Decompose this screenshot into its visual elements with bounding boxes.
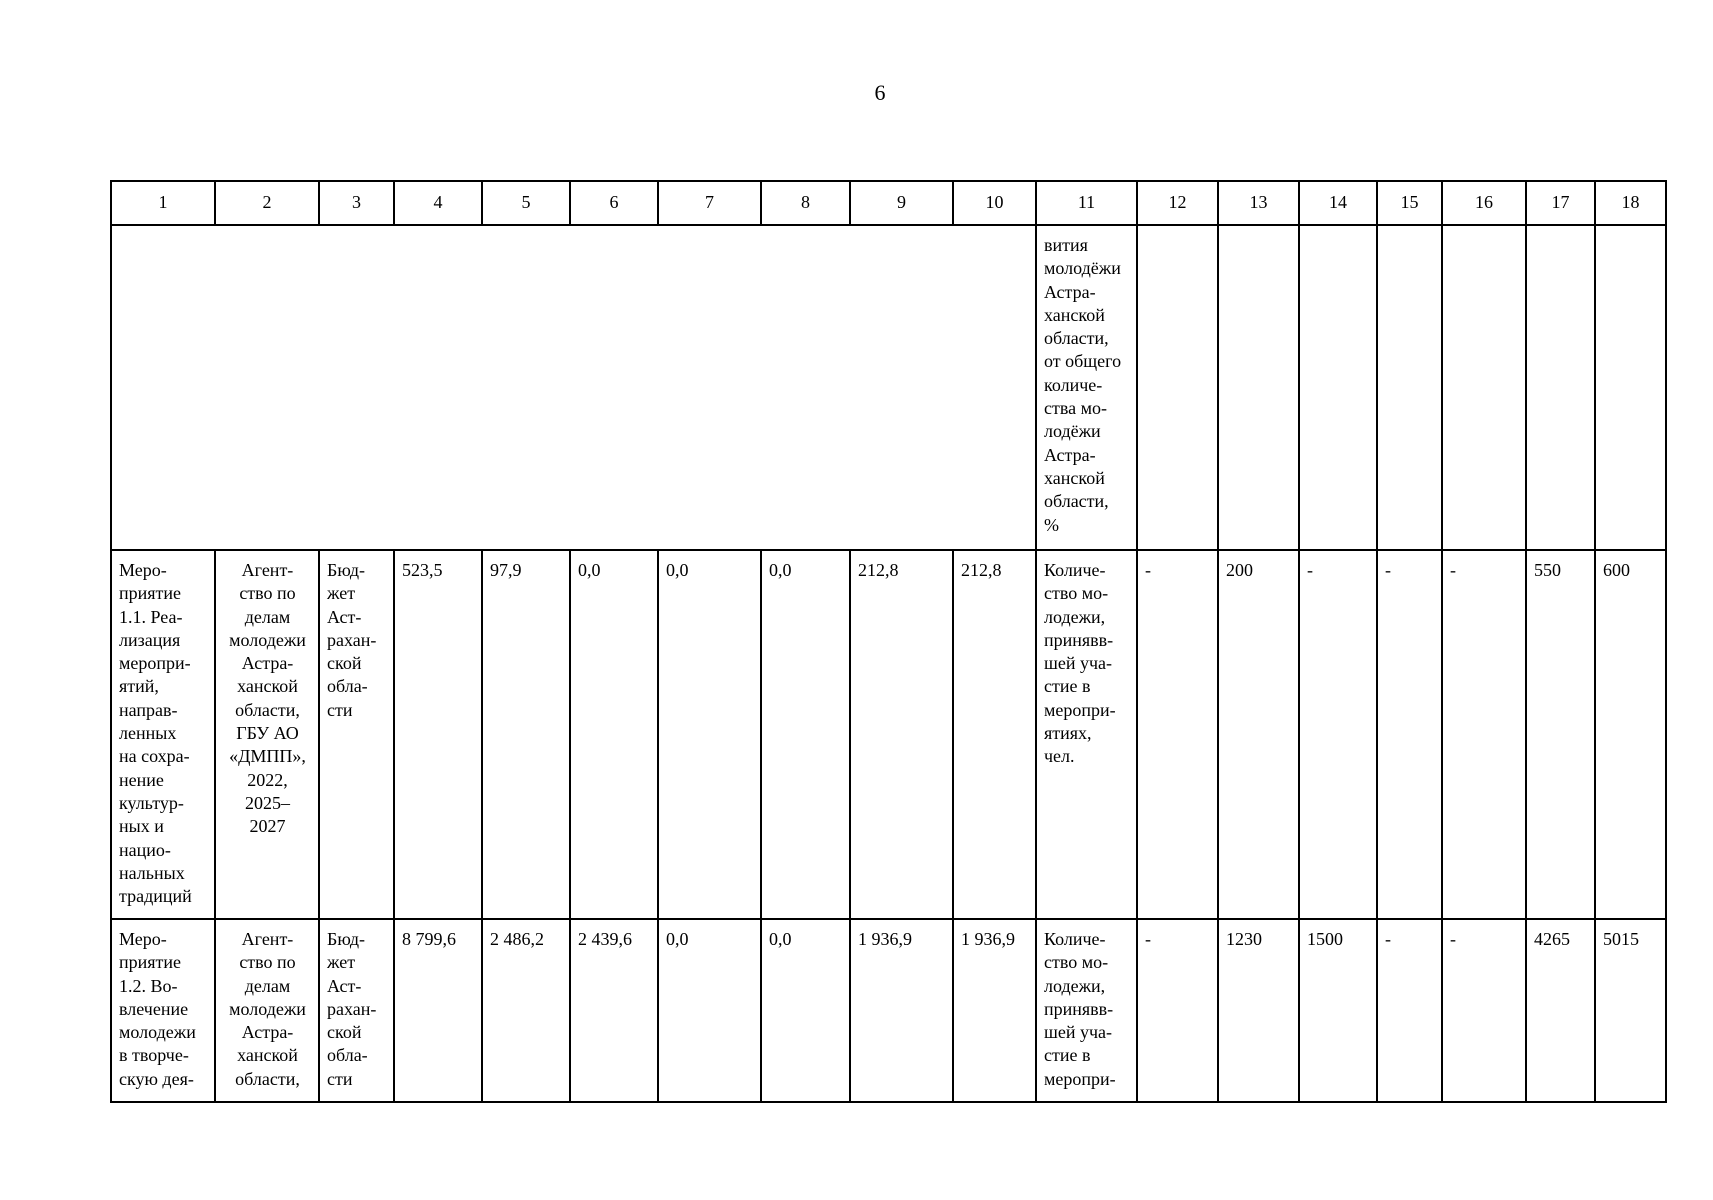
cell-line: Меро- [119, 560, 167, 580]
value-cell: 1500 [1299, 919, 1377, 1102]
cell-line: меропри- [1044, 1068, 1116, 1089]
cell-line: влечение [119, 998, 189, 1019]
value-cell: 600 [1595, 550, 1666, 919]
cell-line: приятие [119, 952, 182, 973]
cell-line: ханской [237, 1045, 298, 1066]
cell-line: жет [327, 952, 356, 973]
cell-line: чел. [1044, 746, 1075, 767]
cell-line: лодежи, [1044, 606, 1106, 627]
value-cell: 212,8 [953, 550, 1036, 919]
cell-line: Агент- [241, 560, 294, 580]
value-cell: 2 486,2 [482, 919, 570, 1102]
cell-line: от общего [1044, 351, 1122, 372]
cell-line: области, [1044, 328, 1109, 349]
cell-line: сти [327, 699, 353, 720]
header-cell: 10 [953, 181, 1036, 225]
header-cell: 4 [394, 181, 482, 225]
cell-line: ных и [119, 816, 164, 837]
cell-line: сти [327, 1068, 353, 1089]
cell-line: количе- [1044, 374, 1103, 395]
value-cell: - [1442, 919, 1526, 1102]
cell-line: Количе- [1044, 560, 1106, 580]
empty-cell [1526, 225, 1595, 550]
cell-line: 2027 [249, 816, 286, 837]
cell-line: делам [244, 975, 291, 996]
cell-line: рахан- [327, 998, 377, 1019]
cell-line: лизация [119, 629, 181, 650]
cell-line: в творче- [119, 1045, 189, 1066]
merged-empty-cell [111, 225, 1036, 550]
header-cell: 8 [761, 181, 850, 225]
header-cell: 17 [1526, 181, 1595, 225]
header-cell: 1 [111, 181, 215, 225]
value-cell: 97,9 [482, 550, 570, 919]
table-row [111, 550, 1666, 919]
cell-line: ства мо- [1044, 398, 1107, 419]
value-cell: 1 936,9 [850, 919, 953, 1102]
value-cell: 0,0 [658, 919, 761, 1102]
page-number: 6 [874, 80, 886, 105]
executor-cell [215, 550, 319, 919]
indicator-cell [1036, 225, 1137, 550]
value-cell: 0,0 [570, 550, 658, 919]
header-cell: 3 [319, 181, 394, 225]
cell-line: молодежи [229, 629, 306, 650]
cell-line: Астра- [241, 1022, 294, 1043]
value-cell: 2 439,6 [570, 919, 658, 1102]
indicator-cell [1036, 550, 1137, 919]
cell-line: ятиях, [1044, 723, 1092, 744]
cell-line: обла- [327, 1045, 368, 1066]
cell-line: шей уча- [1044, 653, 1113, 674]
header-cell: 7 [658, 181, 761, 225]
cell-line: ГБУ АО [236, 723, 299, 744]
cell-line: Астра- [1044, 444, 1096, 465]
cell-line: Астра- [241, 653, 294, 674]
empty-cell [1218, 225, 1299, 550]
empty-cell [1595, 225, 1666, 550]
cell-line: 1.2. Во- [119, 975, 178, 996]
program-table [110, 180, 1667, 1103]
cell-line: молодежи [229, 998, 306, 1019]
cell-line: ство по [239, 952, 296, 973]
cell-line: % [1044, 514, 1059, 535]
cell-line: области, [235, 699, 300, 720]
value-cell: 0,0 [658, 550, 761, 919]
value-cell: 523,5 [394, 550, 482, 919]
header-cell: 12 [1137, 181, 1218, 225]
value-cell: - [1442, 550, 1526, 919]
cell-line: ство мо- [1044, 952, 1109, 973]
value-cell: 1230 [1218, 919, 1299, 1102]
empty-cell [1137, 225, 1218, 550]
cell-line: Бюд- [327, 929, 366, 949]
cell-line: 2025– [245, 792, 290, 813]
cell-line: стие в [1044, 1045, 1091, 1066]
empty-cell [1442, 225, 1526, 550]
cell-line: Астра- [1044, 281, 1096, 302]
cell-line: обла- [327, 676, 368, 697]
value-cell: 212,8 [850, 550, 953, 919]
cell-line: стие в [1044, 676, 1091, 697]
value-cell: 200 [1218, 550, 1299, 919]
cell-line: ятий, [119, 676, 159, 697]
header-cell: 13 [1218, 181, 1299, 225]
header-cell: 16 [1442, 181, 1526, 225]
empty-cell [1377, 225, 1442, 550]
table-header-row [111, 181, 1666, 225]
header-cell: 5 [482, 181, 570, 225]
value-cell: 1 936,9 [953, 919, 1036, 1102]
cell-line: Количе- [1044, 929, 1106, 949]
funding-source-cell [319, 919, 394, 1102]
cell-line: культур- [119, 792, 184, 813]
value-cell: - [1377, 919, 1442, 1102]
value-cell: - [1377, 550, 1442, 919]
cell-line: лодежи, [1044, 975, 1106, 996]
cell-line: ской [327, 1022, 362, 1043]
header-cell: 11 [1036, 181, 1137, 225]
cell-line: скую дея- [119, 1068, 194, 1089]
cell-line: молодежи [119, 1022, 196, 1043]
cell-line: Меро- [119, 929, 167, 949]
cell-line: жет [327, 583, 356, 604]
funding-source-cell [319, 550, 394, 919]
continuation-row [111, 225, 1666, 550]
cell-line: приятие [119, 583, 182, 604]
cell-line: Аст- [327, 606, 362, 627]
header-cell: 9 [850, 181, 953, 225]
cell-line: вития [1044, 235, 1088, 255]
value-cell: 0,0 [761, 550, 850, 919]
activity-name-cell [111, 919, 215, 1102]
cell-line: нение [119, 769, 164, 790]
cell-line: делам [244, 606, 291, 627]
value-cell: 8 799,6 [394, 919, 482, 1102]
cell-line: меропри- [1044, 699, 1116, 720]
cell-line: ханской [1044, 467, 1105, 488]
cell-line: Агент- [241, 929, 294, 949]
cell-line: «ДМПП», [229, 746, 306, 767]
cell-line: шей уча- [1044, 1022, 1113, 1043]
cell-line: ской [327, 653, 362, 674]
cell-line: меропри- [119, 653, 191, 674]
header-cell: 2 [215, 181, 319, 225]
header-cell: 14 [1299, 181, 1377, 225]
cell-line: на сохра- [119, 746, 190, 767]
cell-line: 2022, [247, 769, 288, 790]
cell-line: традиций [119, 886, 192, 907]
value-cell: - [1299, 550, 1377, 919]
cell-line: 1.1. Реа- [119, 606, 183, 627]
cell-line: ханской [1044, 304, 1105, 325]
cell-line: рахан- [327, 629, 377, 650]
empty-cell [1299, 225, 1377, 550]
value-cell: 0,0 [761, 919, 850, 1102]
header-cell: 18 [1595, 181, 1666, 225]
value-cell: 550 [1526, 550, 1595, 919]
cell-line: нальных [119, 862, 185, 883]
cell-line: Аст- [327, 975, 362, 996]
cell-line: ханской [237, 676, 298, 697]
indicator-cell [1036, 919, 1137, 1102]
cell-line: области, [1044, 491, 1109, 512]
cell-line: ленных [119, 723, 177, 744]
cell-line: лодёжи [1044, 421, 1101, 442]
header-cell: 15 [1377, 181, 1442, 225]
cell-line: принявв- [1044, 629, 1114, 650]
value-cell: 5015 [1595, 919, 1666, 1102]
cell-line: области, [235, 1068, 300, 1089]
cell-line: нацио- [119, 839, 171, 860]
cell-line: ство мо- [1044, 583, 1109, 604]
table-row [111, 919, 1666, 1102]
executor-cell [215, 919, 319, 1102]
cell-line: принявв- [1044, 998, 1114, 1019]
value-cell: - [1137, 919, 1218, 1102]
cell-line: Бюд- [327, 560, 366, 580]
header-cell: 6 [570, 181, 658, 225]
value-cell: - [1137, 550, 1218, 919]
activity-name-cell [111, 550, 215, 919]
cell-line: молодёжи [1044, 258, 1121, 279]
cell-line: направ- [119, 699, 178, 720]
value-cell: 4265 [1526, 919, 1595, 1102]
cell-line: ство по [239, 583, 296, 604]
